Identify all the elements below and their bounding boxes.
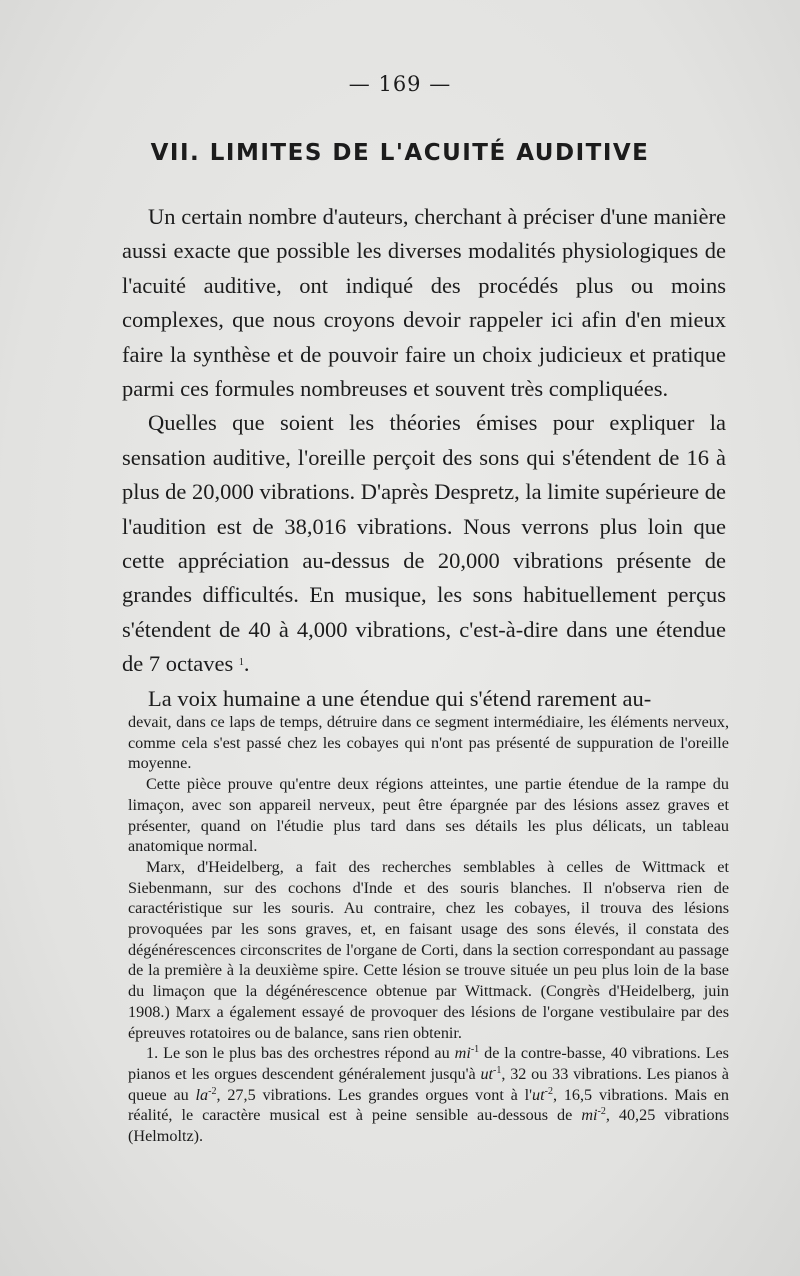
paragraph-2 <box>122 406 726 681</box>
note-ut: ut <box>480 1064 494 1083</box>
footnote-paragraph: Marx, d'Heidelberg, a fait des recherches semblables à celles de Wittmack et Siebenmann, sur des cochons d'Inde et des souris blanches. Il n'observa rien de caractéristique sur les souris. Au contraire, chez les cobayes, il trouva des lésions provoquées par les sons graves, et, en faisant usage des sons élevés, il constata des dégénérescences circonscrites de l'organe de Corti, dans la section correspondant au passage de la première à la deuxième spire. Cette lésion se trouve située un peu plus loin de la base du limaçon que la dégénérescence obtenue par Wittmack. (Congrès d'Heidelberg, juin 1908.) Marx a également essayé de provoquer des lésions de l'organe vestibulaire par des épreuves rotatoires ou de balance, sans rien obtenir. <box>128 857 729 1042</box>
paragraph-2-text: Quelles que soient les théories émises pour expliquer la sensation auditive, l'oreille perçoit des sons qui s'étendent de 16 à plus de 20,000 vibrations. D'après Despretz, la limite supérieure de l'audition est de 38,016 vibrations. Nous verrons plus loin que cette appréciation au-dessus de 20,000 vibrations présente de grandes difficultés. En musique, les sons habituellement perçus s'étendent de 40 à 4,000 vibrations, c'est-à-dire dans une étendue de 7 octaves <box>122 410 726 677</box>
note-mi: mi <box>454 1044 471 1063</box>
footnote-1: 1. Le son le plus bas des orchestres répond au $mi^{-1}$ de la contre-basse, 40 vibrations. Les pianos et les orgues descendent généralement jusqu'à $ut^{-1}$, 32 ou 33 vibrations. Les pianos à queue au $la^{-2}$, 27,5 vibrations. Les grandes orgues vont à $l'ut^{-2}$, 16,5 vibrations. Mais en réalité, le caractère musical est à peine sensible au-dessous de $mi^{-2}$, 40,25 vibrations (Helmoltz). <box>128 1044 729 1146</box>
main-text <box>122 200 726 716</box>
paragraph-2-end: . <box>243 651 250 677</box>
footnote-continuation: devait, dans ce laps de temps, détruire dans ce segment intermédiaire, les éléments nerveux, comme cela s'est passé chez les cobayes qui n'ont pas présenté de suppuration de l'oreille moyenne. <box>128 713 729 773</box>
page-number: — 169 — <box>348 72 452 96</box>
paragraph-1: Un certain nombre d'auteurs, cherchant à préciser d'une manière aussi exacte que possible les diverses modalités physiologiques de l'acuité auditive, ont indiqué des procédés plus ou moins complexes, que nous croyons devoir rappeler ici afin d'en mieux faire la synthèse et de pouvoir faire un choix judicieux et pratique parmi ces formules nombreuses et souvent très compliquées. <box>122 204 726 402</box>
chapter-title: VII. LIMITES DE L'ACUITÉ AUDITIVE <box>150 140 650 166</box>
paragraph-3: La voix humaine a une étendue qui s'étend rarement au- <box>148 685 652 711</box>
footnotes <box>128 712 729 1147</box>
note-mi2: mi <box>581 1106 598 1125</box>
note-ut2: ut <box>532 1085 545 1104</box>
footnote-paragraph: Cette pièce prouve qu'entre deux régions atteintes, une partie étendue de la rampe du limaçon, avec son appareil nerveux, peut être épargnée par des lésions assez graves et présenter, quand on l'étudie plus tard dans ses détails les plus délicats, un tableau anatomique normal. <box>128 775 729 856</box>
note-la: la <box>195 1085 209 1104</box>
footnote-ref: 1 <box>238 657 244 669</box>
